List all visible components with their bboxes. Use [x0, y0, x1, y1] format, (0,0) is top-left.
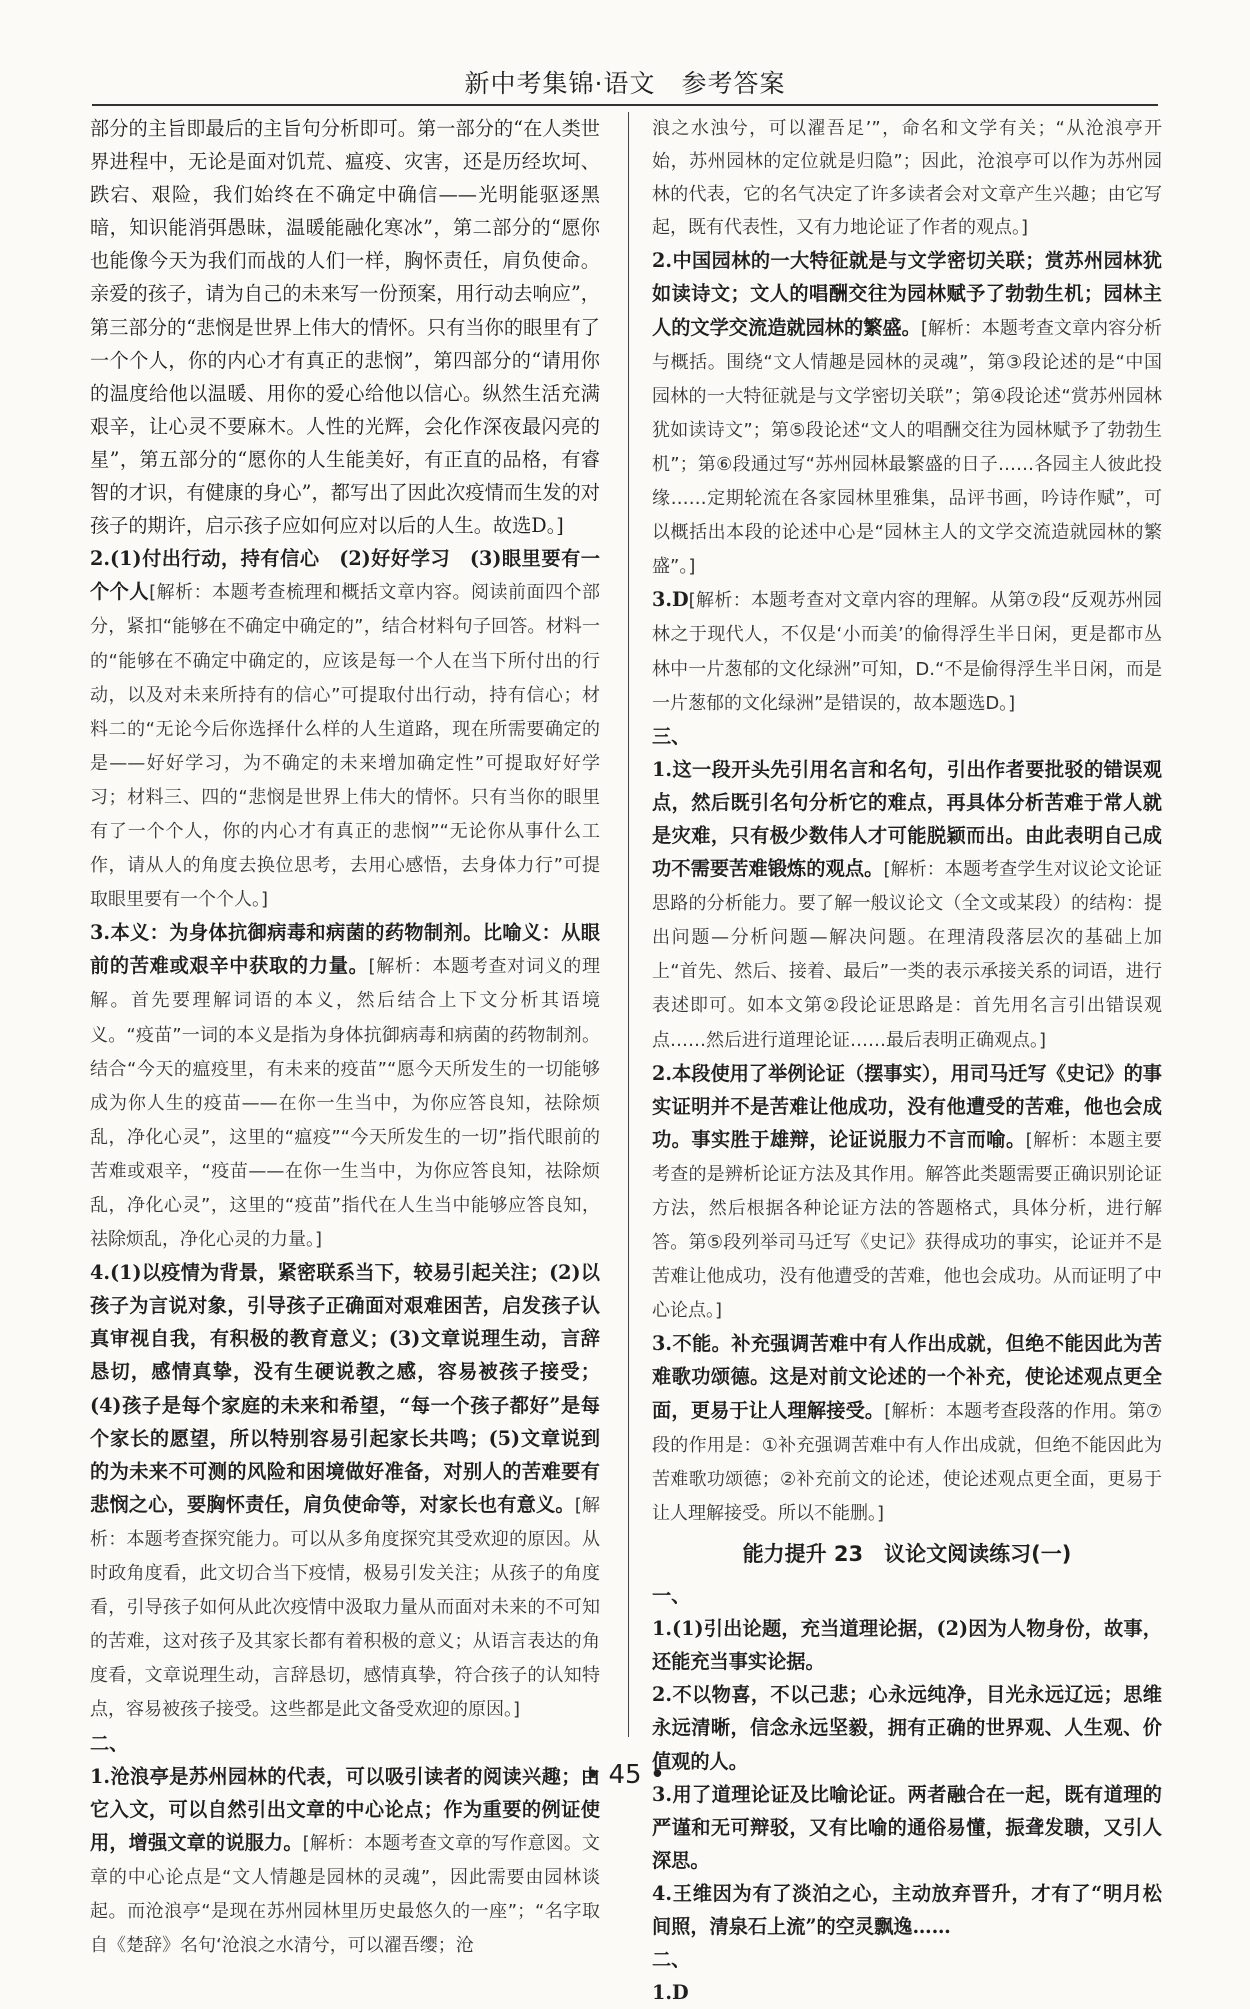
answer-number: 1.	[652, 1617, 673, 1641]
answer-text: 本段使用了举例论证（摆事实），用司马迁写《史记》的事实证明并不是苦难让他成功，没有他遭受的苦难，他也会成功。事实胜于雄辩，论证说服力不言而喻。	[652, 1061, 1162, 1151]
explanation-text: [解析：本题考查文章内容分析与概括。围绕“文人情趣是园林的灵魂”，第③段论述的是“中国园林的一大特征就是与文学密切关联”；第④段论述“赏苏州园林犹如读诗文”；第⑤段论述“文人的唱酬交往为园林赋予了勃勃生机”；第⑥段通过写“苏州园林最繁盛的日子……各园主人彼此投缘……定期轮流在各家园林里雅集，品评书画，吟诗作赋”，可以概括出本段的论述中心是“园林主人的文学交流造就园林的繁盛”。]	[652, 317, 1162, 578]
answer-text: 沧浪亭是苏州园林的代表，可以吸引读者的阅读兴趣；由它入文，可以自然引出文章的中心论点；作为重要的例证使用，增强文章的说服力。	[90, 1764, 600, 1854]
answer-a-3	[652, 1778, 1162, 1877]
answer-2-3	[652, 583, 1162, 719]
answer-text: 不能。补充强调苦难中有人作出成就，但绝不能因此为苦难歌功颂德。这是对前文论述的一个补充，使论述观点更全面，更易于让人理解接受。	[652, 1332, 1162, 1422]
answer-text: 王维因为有了淡泊之心，主动放弃晋升，才有了“明月松间照，清泉石上流”的空灵飘逸……	[652, 1881, 1162, 1938]
answer-b-1	[652, 1976, 1162, 2009]
explanation-text: [解析：本题考查对文章内容的理解。从第⑦段“反观苏州园林之于现代人，不仅是‘小而美’的偷得浮生半日闲，更是都市丛林中一片葱郁的文化绿洲”可知，D.“不是偷得浮生半日闲，而是一片葱郁的文化绿洲”是错误的，故本题选D。]	[652, 590, 1162, 714]
answer-text: D	[672, 1981, 689, 2005]
answer-text: 本义：为身体抗御病毒和病菌的药物制剂。比喻义：从眼前的苦难或艰辛中获取的力量。	[90, 921, 600, 978]
answer-a-1	[652, 1612, 1162, 1678]
answer-number: 2.	[652, 249, 673, 273]
column-divider	[628, 112, 629, 1737]
explanation-text: [解析：本题考查学生对议论文论证思路的分析能力。要了解一般议论文（全文或某段）的结构：提出问题—分析问题—解决问题。在理清段落层次的基础上加上“首先、然后、接着、最后”一类的表示承接关系的词语，进行表述即可。如本文第②段论证思路是：首先用名言引出错误观点……然后进行道理论证……最后表明正确观点。]	[652, 859, 1163, 1051]
explanation-text: [解析：本题考查文章的写作意図。文章的中心论点是“文人情趣是园林的灵魂”，因此需要由园林谈起。而沧浪亭“是现在苏州园林里历史最悠久的一座”；“名字取自《楚辞》名句‘沧浪之水清兮，可以濯吾缨；沧	[90, 1832, 600, 1957]
answer-text: D	[672, 588, 689, 612]
explanation-text: [解析：本题考查梳理和概括文章内容。阅读前面四个部分，紧扣“能够在不确定中确定的”，结合材料句子回答。材料一的“能够在不确定中确定的，应该是每一个人在当下所付出的行动，以及对未来所持有的信心”可提取付出行动，持有信心；材料二的“无论今后你选择什么样的人生道路，现在所需要确定的是——好好学习，为不确定的未来增加确定性”可提取好好学习；材料三、四的“悲悯是世界上伟大的情怀。只有当你的眼里有了一个个人，你的内心才有真正的悲悯”“无论你从事什么工作，请从人的角度去换位思考，去用心感悟，去身体力行”可提取眼里要有一个个人。]	[90, 582, 600, 911]
explanation-text: [解析：本题考查对词义的理解。首先要理解词语的本义，然后结合上下文分析其语境义。“疫苗”一词的本义是指为身体抗御病毒和病菌的药物制剂。结合“今天的瘟疫里，有未来的疫苗”“愿今天所发生的一切能够成为你人生的疫苗——在你一生当中，为你应答良知，祛除烦乱，净化心灵”，这里的“瘟疫”“今天所发生的一切”指代眼前的苦难或艰辛，“疫苗——在你一生当中，为你应答良知，祛除烦乱，净化心灵”，这里的“疫苗”指代在人生当中能够应答良知，祛除烦乱，净化心灵的力量。]	[90, 956, 601, 1251]
answer-text: 不以物喜，不以己悲；心永远纯净，目光永远辽远；思维永远清晰，信念永远坚毅，拥有正确的世界观、人生观、价值观的人。	[652, 1683, 1162, 1773]
continuation-text: 浪之水浊兮，可以濯吾足’”，命名和文学有关；“从沧浪亭开始，苏州园林的定位就是归隐”；因此，沧浪亭可以作为苏州园林的代表，它的名气决定了许多读者会对文章产生兴趣；由它写起，既有代表性，又有力地论证了作者的观点。]	[652, 118, 1162, 239]
answer-number: 1.	[90, 1764, 111, 1788]
exercise-heading: 能力提升 23 议论文阅读练习(一)	[742, 1541, 1072, 1566]
section-label: 一、	[652, 1584, 691, 1608]
answer-number: 1.	[652, 1981, 673, 2005]
section-label: 三、	[652, 724, 691, 748]
continuation-text: 部分的主旨即最后的主旨句分析即可。第一部分的“在人类世界进程中，无论是面对饥荒、瘟疫、灾害，还是历经坎坷、跌宕、艰险，我们始终在不确定中确信——光明能驱逐黑暗，知识能消弭愚昧，温暖能融化寒冰”，第二部分的“愿你也能像今天为我们而战的人们一样，胸怀责任，肩负使命。亲爱的孩子，请为自己的未来写一份预案，用行动去响应”，第三部分的“悲悯是世界上伟大的情怀。只有当你的眼里有了一个个人，你的内心才有真正的悲悯”，第四部分的“请用你的温度给他以温暖、用你的爱心给他以信心。纵然生活充满艰辛，让心灵不要麻木。人性的光辉，会化作深夜最闪亮的星”，第五部分的“愿你的人生能美好，有正直的品格，有睿智的才识，有健康的身心”，都写出了因此次疫情而生发的对孩子的期许，启示孩子应如何应对以后的人生。故选D。]	[90, 117, 600, 538]
answer-text: 这一段开头先引用名言和名句，引出作者要批驳的错误观点，然后既引名句分析它的难点，再具体分析苦难于常人就是灾难，只有极少数伟人才可能脱颖而出。由此表明自己成功不需要苦难锻炼的观点。	[652, 757, 1162, 881]
explanation-text: [解析：本题考查探究能力。可以从多角度探究其受欢迎的原因。从时政角度看，此文切合当下疫情，极易引发关注；从孩子的角度看，引导孩子如何从此次疫情中汲取力量从而面对未来的不可知的苦难，这对孩子及其家长都有着积极的意义；从语言表达的角度看，文章说理生动，言辞恳切，感情真挚，符合孩子的认知特点，容易被孩子接受。这些都是此文备受欢迎的原因。]	[90, 1494, 600, 1721]
answer-number: 3.	[652, 1332, 673, 1356]
section-label: 二、	[90, 1731, 129, 1755]
explanation-text: [解析：本题主要考查的是辨析论证方法及其作用。解答此类题需要正确识别论证方法，然后根据各种论证方法的答题格式，具体分析，进行解答。第⑤段列举司马迁写《史记》获得成功的事实，论证并不是苦难让他成功，没有他遭受的苦难，他也会成功。从而证明了中心论点。]	[652, 1129, 1163, 1322]
answer-3-2	[652, 1057, 1162, 1328]
answer-text: (1)引出论题，充当道理论据，(2)因为人物身份，故事，还能充当事实论据。	[652, 1617, 1162, 1674]
answer-text: (1)付出行动，持有信心 (2)好好学习 (3)眼里要有一个个人	[90, 547, 600, 604]
answer-3-3	[652, 1327, 1162, 1530]
answer-2-2	[652, 244, 1162, 583]
left-column	[90, 112, 600, 1962]
answer-number: 1.	[652, 757, 673, 781]
answer-number: 2.	[652, 1683, 673, 1707]
answer-a-4	[652, 1877, 1162, 1943]
answer-number: 3.	[652, 588, 673, 612]
page-number: • 45 •	[584, 1760, 666, 1790]
explanation-text: [解析：本题考查段落的作用。第⑦段的作用是：①补充强调苦难中有人作出成就，但绝不能因此为苦难歌功颂德；②补充前文的论述，使论述观点更全面，更易于让人理解接受。所以不能删。]	[652, 1400, 1162, 1524]
answer-number: 3.	[90, 921, 111, 945]
answer-text: 中国园林的一大特征就是与文学密切关联；赏苏州园林犹如读诗文；文人的唱酬交往为园林赋予了勃勃生机；园林主人的文学交流造就园林的繁盛。	[652, 249, 1162, 339]
right-column	[652, 112, 1162, 2009]
answer-text: 用了道理论证及比喻论证。两者融合在一起，既有道理的严谨和无可辩驳，又有比喻的通俗易懂，振聋发聩，又引人深思。	[652, 1782, 1162, 1872]
answer-2	[90, 542, 600, 916]
answer-text: (1)以疫情为背景，紧密联系当下，较易引起关注；(2)以孩子为言说对象，引导孩子正确面对艰难困苦，启发孩子认真审视自我，有积极的教育意义；(3)文章说理生动，言辞恳切，感情真挚，没有生硬说教之感，容易被孩子接受；(4)孩子是每个家庭的未来和希望，“每一个孩子都好”是每个家长的愿望，所以特别容易引起家长共鸣；(5)文章说到的为未来不可测的风险和困境做好准备，对别人的苦难要有悲悯之心，要胸怀责任，肩负使命等，对家长也有意义。	[90, 1261, 600, 1516]
answer-number: 2.	[652, 1061, 673, 1085]
answer-4	[90, 1256, 600, 1726]
answer-number: 3.	[652, 1782, 673, 1806]
answer-number: 4.	[652, 1881, 673, 1905]
header-rule	[92, 104, 1158, 106]
answer-number: 2.	[90, 547, 111, 571]
page-header: 新中考集锦·语文 参考答案	[464, 69, 786, 98]
section-label: 二、	[652, 1948, 691, 1972]
answer-3	[90, 916, 600, 1256]
answer-number: 4.	[90, 1261, 111, 1285]
answer-3-1	[652, 753, 1162, 1057]
